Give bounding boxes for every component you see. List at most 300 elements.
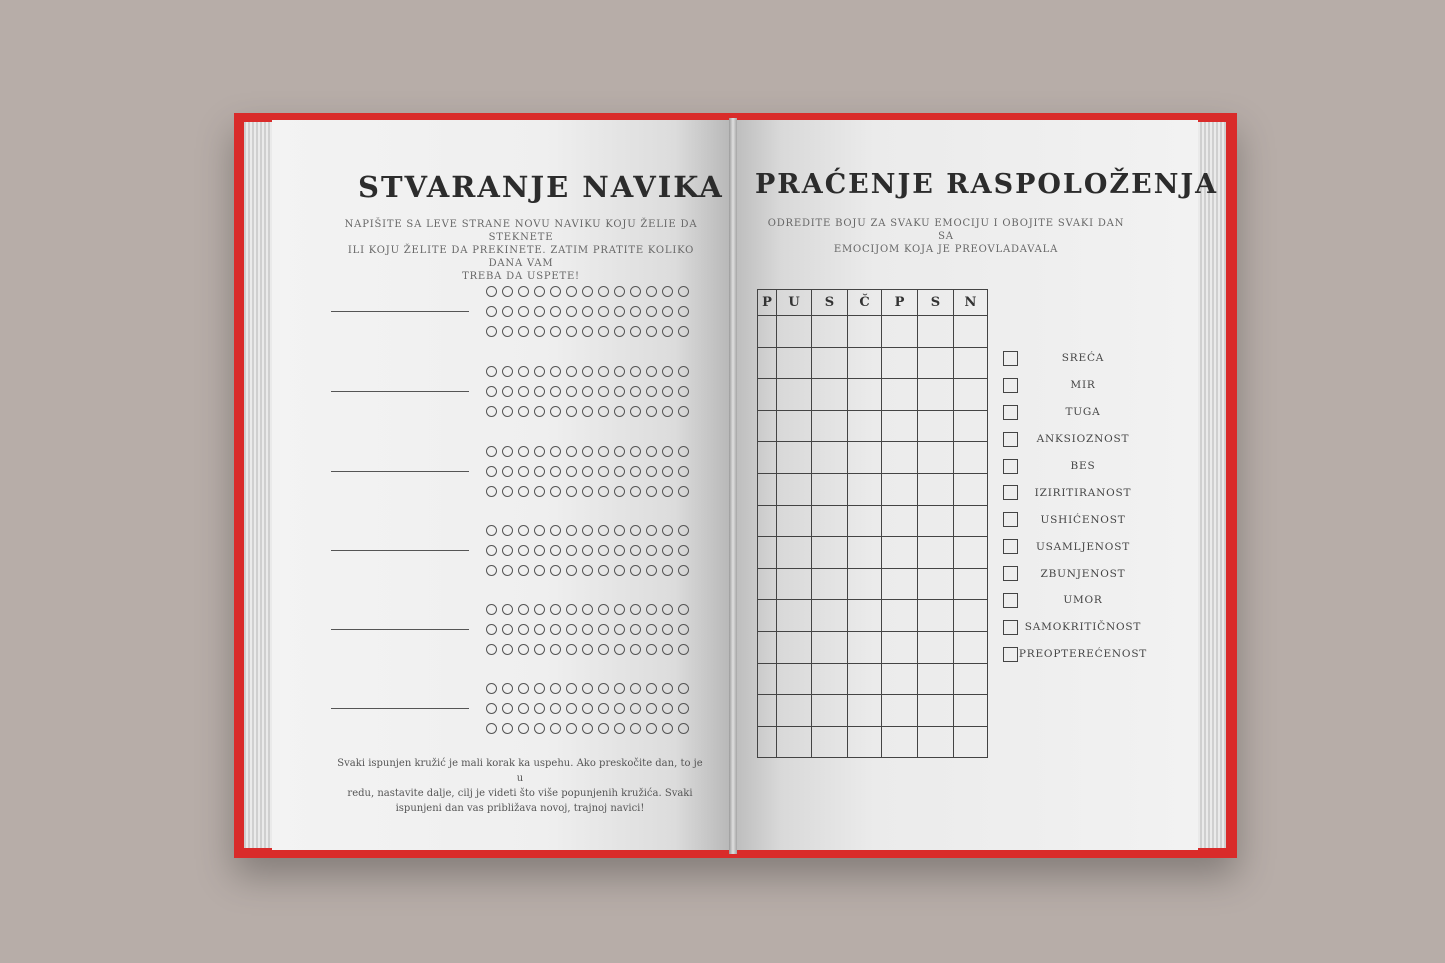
habit-day-circle[interactable] bbox=[550, 683, 561, 694]
habit-day-circle[interactable] bbox=[678, 723, 689, 734]
mood-day-cell[interactable] bbox=[777, 347, 812, 379]
habit-day-circle[interactable] bbox=[502, 703, 513, 714]
habit-day-circle[interactable] bbox=[662, 525, 673, 536]
mood-day-cell[interactable] bbox=[812, 600, 848, 632]
mood-day-cell[interactable] bbox=[848, 473, 882, 505]
habit-day-circle[interactable] bbox=[630, 545, 641, 556]
habit-day-circle[interactable] bbox=[566, 703, 577, 714]
habit-day-circle[interactable] bbox=[598, 624, 609, 635]
mood-day-cell[interactable] bbox=[812, 663, 848, 695]
habit-day-circle[interactable] bbox=[646, 406, 657, 417]
habit-day-circle[interactable] bbox=[486, 406, 497, 417]
habit-day-circle[interactable] bbox=[518, 624, 529, 635]
mood-day-cell[interactable] bbox=[758, 537, 777, 569]
mood-day-cell[interactable] bbox=[812, 568, 848, 600]
habit-day-circle[interactable] bbox=[582, 486, 593, 497]
habit-day-circle[interactable] bbox=[550, 406, 561, 417]
mood-day-cell[interactable] bbox=[777, 726, 812, 758]
habit-day-circle[interactable] bbox=[630, 326, 641, 337]
habit-day-circle[interactable] bbox=[534, 644, 545, 655]
habit-day-circle[interactable] bbox=[486, 703, 497, 714]
emotion-color-box[interactable] bbox=[1003, 351, 1018, 366]
mood-day-cell[interactable] bbox=[954, 442, 988, 474]
habit-day-circle[interactable] bbox=[502, 446, 513, 457]
habit-day-circle[interactable] bbox=[518, 486, 529, 497]
habit-day-circle[interactable] bbox=[646, 624, 657, 635]
habit-day-circle[interactable] bbox=[678, 386, 689, 397]
habit-day-circle[interactable] bbox=[582, 326, 593, 337]
habit-day-circle[interactable] bbox=[550, 723, 561, 734]
habit-day-circle[interactable] bbox=[678, 486, 689, 497]
habit-day-circle[interactable] bbox=[662, 604, 673, 615]
mood-day-cell[interactable] bbox=[812, 631, 848, 663]
mood-day-cell[interactable] bbox=[812, 695, 848, 727]
habit-day-circle[interactable] bbox=[486, 446, 497, 457]
habit-day-circle[interactable] bbox=[662, 446, 673, 457]
habit-day-circle[interactable] bbox=[502, 604, 513, 615]
mood-day-cell[interactable] bbox=[758, 600, 777, 632]
habit-name-line[interactable] bbox=[331, 708, 469, 709]
habit-day-circle[interactable] bbox=[566, 604, 577, 615]
habit-day-circle[interactable] bbox=[598, 466, 609, 477]
habit-day-circle[interactable] bbox=[518, 386, 529, 397]
mood-day-cell[interactable] bbox=[918, 347, 954, 379]
habit-day-circle[interactable] bbox=[550, 644, 561, 655]
mood-day-cell[interactable] bbox=[812, 726, 848, 758]
habit-day-circle[interactable] bbox=[614, 366, 625, 377]
habit-day-circle[interactable] bbox=[550, 703, 561, 714]
habit-day-circle[interactable] bbox=[646, 703, 657, 714]
habit-day-circle[interactable] bbox=[678, 703, 689, 714]
habit-day-circle[interactable] bbox=[646, 486, 657, 497]
mood-day-cell[interactable] bbox=[882, 726, 918, 758]
habit-day-circle[interactable] bbox=[534, 366, 545, 377]
mood-day-cell[interactable] bbox=[918, 379, 954, 411]
habit-day-circle[interactable] bbox=[662, 486, 673, 497]
mood-day-cell[interactable] bbox=[777, 537, 812, 569]
habit-day-circle[interactable] bbox=[614, 466, 625, 477]
mood-day-cell[interactable] bbox=[954, 410, 988, 442]
habit-day-circle[interactable] bbox=[598, 486, 609, 497]
habit-day-circle[interactable] bbox=[662, 565, 673, 576]
habit-day-circle[interactable] bbox=[646, 446, 657, 457]
habit-day-circle[interactable] bbox=[646, 466, 657, 477]
habit-day-circle[interactable] bbox=[518, 604, 529, 615]
mood-day-cell[interactable] bbox=[777, 568, 812, 600]
habit-day-circle[interactable] bbox=[646, 723, 657, 734]
mood-day-cell[interactable] bbox=[918, 600, 954, 632]
mood-day-cell[interactable] bbox=[954, 537, 988, 569]
mood-day-cell[interactable] bbox=[882, 600, 918, 632]
habit-day-circle[interactable] bbox=[534, 545, 545, 556]
mood-day-cell[interactable] bbox=[918, 473, 954, 505]
mood-day-cell[interactable] bbox=[918, 316, 954, 348]
habit-day-circle[interactable] bbox=[534, 683, 545, 694]
mood-day-cell[interactable] bbox=[918, 663, 954, 695]
habit-day-circle[interactable] bbox=[646, 366, 657, 377]
mood-day-cell[interactable] bbox=[777, 316, 812, 348]
habit-day-circle[interactable] bbox=[662, 644, 673, 655]
mood-day-cell[interactable] bbox=[848, 568, 882, 600]
habit-day-circle[interactable] bbox=[550, 486, 561, 497]
habit-day-circle[interactable] bbox=[598, 525, 609, 536]
habit-day-circle[interactable] bbox=[630, 306, 641, 317]
mood-day-cell[interactable] bbox=[918, 537, 954, 569]
habit-day-circle[interactable] bbox=[662, 326, 673, 337]
habit-name-line[interactable] bbox=[331, 629, 469, 630]
habit-day-circle[interactable] bbox=[550, 624, 561, 635]
habit-day-circle[interactable] bbox=[614, 703, 625, 714]
habit-day-circle[interactable] bbox=[566, 644, 577, 655]
habit-day-circle[interactable] bbox=[518, 366, 529, 377]
habit-day-circle[interactable] bbox=[518, 683, 529, 694]
mood-day-cell[interactable] bbox=[758, 473, 777, 505]
habit-day-circle[interactable] bbox=[630, 644, 641, 655]
emotion-color-box[interactable] bbox=[1003, 620, 1018, 635]
mood-day-cell[interactable] bbox=[848, 442, 882, 474]
emotion-color-box[interactable] bbox=[1003, 378, 1018, 393]
mood-day-cell[interactable] bbox=[954, 379, 988, 411]
habit-day-circle[interactable] bbox=[502, 406, 513, 417]
habit-day-circle[interactable] bbox=[678, 446, 689, 457]
mood-day-cell[interactable] bbox=[918, 695, 954, 727]
habit-day-circle[interactable] bbox=[518, 644, 529, 655]
habit-day-circle[interactable] bbox=[502, 644, 513, 655]
habit-day-circle[interactable] bbox=[582, 306, 593, 317]
mood-day-cell[interactable] bbox=[848, 537, 882, 569]
habit-day-circle[interactable] bbox=[566, 466, 577, 477]
mood-day-cell[interactable] bbox=[812, 537, 848, 569]
habit-day-circle[interactable] bbox=[566, 406, 577, 417]
habit-day-circle[interactable] bbox=[486, 306, 497, 317]
habit-day-circle[interactable] bbox=[550, 446, 561, 457]
habit-day-circle[interactable] bbox=[630, 366, 641, 377]
habit-day-circle[interactable] bbox=[502, 525, 513, 536]
habit-day-circle[interactable] bbox=[582, 723, 593, 734]
mood-day-cell[interactable] bbox=[954, 347, 988, 379]
habit-day-circle[interactable] bbox=[630, 486, 641, 497]
habit-day-circle[interactable] bbox=[678, 306, 689, 317]
habit-day-circle[interactable] bbox=[614, 406, 625, 417]
habit-day-circle[interactable] bbox=[534, 604, 545, 615]
habit-day-circle[interactable] bbox=[598, 446, 609, 457]
mood-day-cell[interactable] bbox=[882, 410, 918, 442]
mood-day-cell[interactable] bbox=[954, 505, 988, 537]
habit-day-circle[interactable] bbox=[518, 545, 529, 556]
habit-day-circle[interactable] bbox=[646, 545, 657, 556]
habit-day-circle[interactable] bbox=[598, 366, 609, 377]
habit-day-circle[interactable] bbox=[550, 386, 561, 397]
habit-day-circle[interactable] bbox=[662, 306, 673, 317]
habit-day-circle[interactable] bbox=[486, 286, 497, 297]
habit-day-circle[interactable] bbox=[646, 565, 657, 576]
mood-day-cell[interactable] bbox=[848, 663, 882, 695]
habit-day-circle[interactable] bbox=[566, 525, 577, 536]
habit-day-circle[interactable] bbox=[582, 386, 593, 397]
habit-day-circle[interactable] bbox=[518, 446, 529, 457]
habit-day-circle[interactable] bbox=[502, 565, 513, 576]
mood-day-cell[interactable] bbox=[758, 505, 777, 537]
habit-day-circle[interactable] bbox=[582, 604, 593, 615]
mood-day-cell[interactable] bbox=[882, 316, 918, 348]
habit-day-circle[interactable] bbox=[630, 703, 641, 714]
habit-day-circle[interactable] bbox=[486, 644, 497, 655]
mood-day-cell[interactable] bbox=[812, 442, 848, 474]
habit-day-circle[interactable] bbox=[518, 703, 529, 714]
habit-day-circle[interactable] bbox=[678, 326, 689, 337]
habit-day-circle[interactable] bbox=[662, 406, 673, 417]
habit-day-circle[interactable] bbox=[598, 604, 609, 615]
habit-day-circle[interactable] bbox=[518, 406, 529, 417]
mood-day-cell[interactable] bbox=[812, 505, 848, 537]
habit-day-circle[interactable] bbox=[518, 306, 529, 317]
habit-day-circle[interactable] bbox=[630, 406, 641, 417]
mood-day-cell[interactable] bbox=[918, 568, 954, 600]
habit-day-circle[interactable] bbox=[518, 525, 529, 536]
habit-day-circle[interactable] bbox=[582, 286, 593, 297]
mood-day-cell[interactable] bbox=[777, 663, 812, 695]
mood-day-cell[interactable] bbox=[882, 347, 918, 379]
emotion-color-box[interactable] bbox=[1003, 539, 1018, 554]
habit-day-circle[interactable] bbox=[614, 604, 625, 615]
habit-day-circle[interactable] bbox=[566, 683, 577, 694]
habit-day-circle[interactable] bbox=[598, 326, 609, 337]
habit-day-circle[interactable] bbox=[502, 545, 513, 556]
habit-day-circle[interactable] bbox=[662, 545, 673, 556]
habit-day-circle[interactable] bbox=[502, 286, 513, 297]
habit-day-circle[interactable] bbox=[678, 466, 689, 477]
habit-day-circle[interactable] bbox=[534, 723, 545, 734]
mood-day-cell[interactable] bbox=[777, 695, 812, 727]
habit-day-circle[interactable] bbox=[662, 386, 673, 397]
habit-day-circle[interactable] bbox=[518, 326, 529, 337]
mood-day-cell[interactable] bbox=[848, 631, 882, 663]
habit-day-circle[interactable] bbox=[582, 366, 593, 377]
habit-day-circle[interactable] bbox=[518, 466, 529, 477]
mood-day-cell[interactable] bbox=[882, 379, 918, 411]
habit-day-circle[interactable] bbox=[550, 525, 561, 536]
habit-day-circle[interactable] bbox=[678, 286, 689, 297]
habit-day-circle[interactable] bbox=[534, 525, 545, 536]
habit-day-circle[interactable] bbox=[486, 565, 497, 576]
habit-day-circle[interactable] bbox=[582, 565, 593, 576]
habit-day-circle[interactable] bbox=[550, 306, 561, 317]
habit-day-circle[interactable] bbox=[502, 306, 513, 317]
habit-day-circle[interactable] bbox=[598, 703, 609, 714]
habit-day-circle[interactable] bbox=[582, 406, 593, 417]
habit-day-circle[interactable] bbox=[566, 723, 577, 734]
habit-day-circle[interactable] bbox=[486, 683, 497, 694]
habit-day-circle[interactable] bbox=[550, 366, 561, 377]
habit-day-circle[interactable] bbox=[518, 565, 529, 576]
habit-day-circle[interactable] bbox=[630, 624, 641, 635]
mood-day-cell[interactable] bbox=[758, 726, 777, 758]
mood-day-cell[interactable] bbox=[882, 631, 918, 663]
mood-day-cell[interactable] bbox=[758, 663, 777, 695]
habit-day-circle[interactable] bbox=[662, 366, 673, 377]
habit-name-line[interactable] bbox=[331, 311, 469, 312]
emotion-color-box[interactable] bbox=[1003, 432, 1018, 447]
habit-day-circle[interactable] bbox=[566, 624, 577, 635]
mood-day-cell[interactable] bbox=[882, 442, 918, 474]
habit-day-circle[interactable] bbox=[582, 446, 593, 457]
habit-day-circle[interactable] bbox=[550, 286, 561, 297]
habit-day-circle[interactable] bbox=[614, 525, 625, 536]
habit-day-circle[interactable] bbox=[630, 683, 641, 694]
mood-day-cell[interactable] bbox=[812, 410, 848, 442]
habit-day-circle[interactable] bbox=[646, 286, 657, 297]
mood-day-cell[interactable] bbox=[777, 410, 812, 442]
habit-day-circle[interactable] bbox=[662, 703, 673, 714]
habit-day-circle[interactable] bbox=[534, 624, 545, 635]
habit-day-circle[interactable] bbox=[598, 386, 609, 397]
habit-day-circle[interactable] bbox=[630, 723, 641, 734]
mood-day-cell[interactable] bbox=[954, 316, 988, 348]
habit-day-circle[interactable] bbox=[502, 683, 513, 694]
mood-day-cell[interactable] bbox=[882, 505, 918, 537]
habit-day-circle[interactable] bbox=[630, 286, 641, 297]
habit-day-circle[interactable] bbox=[630, 386, 641, 397]
habit-day-circle[interactable] bbox=[614, 624, 625, 635]
habit-day-circle[interactable] bbox=[502, 366, 513, 377]
mood-day-cell[interactable] bbox=[777, 505, 812, 537]
habit-day-circle[interactable] bbox=[582, 466, 593, 477]
habit-day-circle[interactable] bbox=[662, 683, 673, 694]
mood-day-cell[interactable] bbox=[777, 442, 812, 474]
habit-day-circle[interactable] bbox=[486, 326, 497, 337]
mood-day-cell[interactable] bbox=[918, 442, 954, 474]
mood-day-cell[interactable] bbox=[848, 505, 882, 537]
habit-day-circle[interactable] bbox=[598, 644, 609, 655]
habit-day-circle[interactable] bbox=[614, 306, 625, 317]
habit-name-line[interactable] bbox=[331, 550, 469, 551]
mood-day-cell[interactable] bbox=[954, 631, 988, 663]
habit-day-circle[interactable] bbox=[534, 386, 545, 397]
habit-day-circle[interactable] bbox=[678, 565, 689, 576]
habit-day-circle[interactable] bbox=[582, 624, 593, 635]
habit-day-circle[interactable] bbox=[534, 406, 545, 417]
habit-day-circle[interactable] bbox=[630, 466, 641, 477]
mood-day-cell[interactable] bbox=[812, 473, 848, 505]
emotion-color-box[interactable] bbox=[1003, 485, 1018, 500]
mood-day-cell[interactable] bbox=[918, 410, 954, 442]
habit-day-circle[interactable] bbox=[502, 723, 513, 734]
mood-day-cell[interactable] bbox=[777, 473, 812, 505]
habit-day-circle[interactable] bbox=[534, 703, 545, 714]
habit-day-circle[interactable] bbox=[582, 683, 593, 694]
habit-day-circle[interactable] bbox=[614, 286, 625, 297]
habit-day-circle[interactable] bbox=[646, 306, 657, 317]
mood-day-cell[interactable] bbox=[758, 379, 777, 411]
habit-day-circle[interactable] bbox=[646, 386, 657, 397]
habit-day-circle[interactable] bbox=[614, 446, 625, 457]
habit-day-circle[interactable] bbox=[486, 525, 497, 536]
mood-day-cell[interactable] bbox=[758, 347, 777, 379]
habit-day-circle[interactable] bbox=[486, 466, 497, 477]
habit-day-circle[interactable] bbox=[630, 525, 641, 536]
habit-day-circle[interactable] bbox=[582, 703, 593, 714]
mood-day-cell[interactable] bbox=[758, 568, 777, 600]
habit-day-circle[interactable] bbox=[502, 624, 513, 635]
habit-day-circle[interactable] bbox=[678, 644, 689, 655]
mood-day-cell[interactable] bbox=[954, 726, 988, 758]
mood-day-cell[interactable] bbox=[777, 600, 812, 632]
emotion-color-box[interactable] bbox=[1003, 459, 1018, 474]
habit-day-circle[interactable] bbox=[582, 644, 593, 655]
habit-day-circle[interactable] bbox=[550, 545, 561, 556]
mood-day-cell[interactable] bbox=[758, 631, 777, 663]
habit-day-circle[interactable] bbox=[662, 466, 673, 477]
habit-day-circle[interactable] bbox=[550, 466, 561, 477]
habit-name-line[interactable] bbox=[331, 471, 469, 472]
mood-day-cell[interactable] bbox=[812, 316, 848, 348]
habit-day-circle[interactable] bbox=[646, 326, 657, 337]
mood-day-cell[interactable] bbox=[812, 347, 848, 379]
mood-day-cell[interactable] bbox=[954, 663, 988, 695]
habit-day-circle[interactable] bbox=[598, 545, 609, 556]
mood-day-cell[interactable] bbox=[777, 379, 812, 411]
emotion-color-box[interactable] bbox=[1003, 593, 1018, 608]
mood-day-cell[interactable] bbox=[848, 695, 882, 727]
habit-day-circle[interactable] bbox=[486, 386, 497, 397]
habit-day-circle[interactable] bbox=[614, 644, 625, 655]
habit-day-circle[interactable] bbox=[566, 306, 577, 317]
habit-day-circle[interactable] bbox=[502, 466, 513, 477]
habit-day-circle[interactable] bbox=[630, 446, 641, 457]
mood-day-cell[interactable] bbox=[918, 505, 954, 537]
habit-day-circle[interactable] bbox=[518, 286, 529, 297]
mood-day-cell[interactable] bbox=[758, 316, 777, 348]
mood-day-cell[interactable] bbox=[882, 537, 918, 569]
habit-day-circle[interactable] bbox=[566, 326, 577, 337]
mood-day-cell[interactable] bbox=[758, 442, 777, 474]
habit-day-circle[interactable] bbox=[518, 723, 529, 734]
habit-day-circle[interactable] bbox=[566, 286, 577, 297]
habit-day-circle[interactable] bbox=[614, 723, 625, 734]
mood-day-cell[interactable] bbox=[758, 410, 777, 442]
habit-day-circle[interactable] bbox=[662, 624, 673, 635]
habit-day-circle[interactable] bbox=[678, 406, 689, 417]
habit-day-circle[interactable] bbox=[630, 565, 641, 576]
emotion-color-box[interactable] bbox=[1003, 512, 1018, 527]
habit-day-circle[interactable] bbox=[534, 466, 545, 477]
habit-day-circle[interactable] bbox=[646, 644, 657, 655]
habit-day-circle[interactable] bbox=[646, 604, 657, 615]
habit-day-circle[interactable] bbox=[678, 683, 689, 694]
habit-day-circle[interactable] bbox=[678, 624, 689, 635]
habit-day-circle[interactable] bbox=[598, 406, 609, 417]
mood-day-cell[interactable] bbox=[848, 410, 882, 442]
habit-day-circle[interactable] bbox=[614, 326, 625, 337]
mood-day-cell[interactable] bbox=[918, 726, 954, 758]
habit-day-circle[interactable] bbox=[534, 446, 545, 457]
mood-day-cell[interactable] bbox=[954, 695, 988, 727]
habit-day-circle[interactable] bbox=[486, 545, 497, 556]
habit-day-circle[interactable] bbox=[678, 525, 689, 536]
habit-day-circle[interactable] bbox=[598, 683, 609, 694]
mood-day-cell[interactable] bbox=[848, 347, 882, 379]
habit-day-circle[interactable] bbox=[678, 545, 689, 556]
habit-day-circle[interactable] bbox=[486, 723, 497, 734]
habit-day-circle[interactable] bbox=[646, 525, 657, 536]
habit-day-circle[interactable] bbox=[678, 604, 689, 615]
mood-day-cell[interactable] bbox=[918, 631, 954, 663]
mood-day-cell[interactable] bbox=[848, 600, 882, 632]
habit-day-circle[interactable] bbox=[598, 723, 609, 734]
habit-day-circle[interactable] bbox=[582, 525, 593, 536]
habit-day-circle[interactable] bbox=[534, 286, 545, 297]
habit-day-circle[interactable] bbox=[614, 565, 625, 576]
